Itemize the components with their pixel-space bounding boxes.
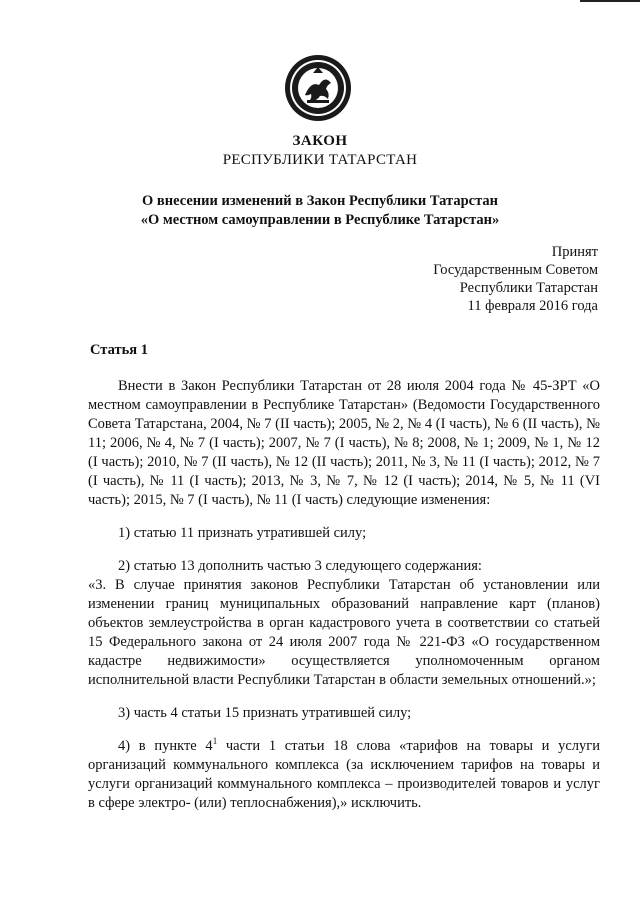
intro-paragraph: Внести в Закон Республики Татарстан от 28 июля 2004 года № 45-ЗРТ «О местном самоуправлении в Республике Татарстан» (Ведомости Государственного Совета Татарстана, 2004, № 7 (II часть); 2005, № 2, № 4 (I часть), № 6 (II часть), № 11; 2006, № 4, № 7 (I часть); 2007, № 7 (I часть), № 8; 2008, № 1; 2009, № 1, № 12 (I часть); 2010, № 7 (II часть), № 12 (II часть); 2011, № 3, № 11 (I часть); 2012, № 7 (I часть), № 11 (I часть); 2013, № 3, № 7, № 12 (I часть); 2014, № 5, № 11 (VI часть); 2015, № 7 (I часть), № 11 (I часть) следующие изменения: <box>88 378 600 508</box>
law-title: ЗАКОН <box>292 133 348 149</box>
item-2: 2) статью 13 дополнить частью 3 следующего содержания: <box>118 558 482 574</box>
law-heading-line1: О внесении изменений в Закон Республики Татарстан <box>142 193 498 209</box>
article-title: Статья 1 <box>90 342 148 358</box>
tatarstan-coat-of-arms-icon <box>283 53 353 123</box>
accepted-block <box>433 243 598 315</box>
item-2-quote: «3. В случае принятия законов Республики Татарстан об установлении или изменении границ муниципальных образований направление карт (планов) объектов землеустройства в орган кадастрового учета в соответствии со статьей 15 Федерального закона от 24 июля 2007 года № 221-ФЗ «О государственном кадастре недвижимости» осуществляется уполномоченным органом исполнительной власти Республики Татарстан в области земельных отношений.»; <box>88 577 600 688</box>
top-edge-line <box>580 0 640 2</box>
article-body <box>88 377 600 813</box>
accepted-line3: Республики Татарстан <box>459 280 598 296</box>
item-4 <box>88 737 600 813</box>
item-1: 1) статью 11 признать утратившей силу; <box>118 525 367 541</box>
accepted-line1: Принят <box>551 244 598 260</box>
item-4-sup: 1 <box>212 736 218 747</box>
item-4-post: части 1 статьи 18 слова «тарифов на товары и услуги организаций коммунального комплекса (за исключением тарифов на товары и услуги организаций коммунального комплекса – производителей товаров и услуг в сфере электро- (или) теплоснабжения),» исключить. <box>88 738 600 811</box>
law-heading-line2: «О местном самоуправлении в Республике Татарстан» <box>140 212 500 228</box>
law-subtitle: РЕСПУБЛИКИ ТАТАРСТАН <box>222 152 418 168</box>
item-3: 3) часть 4 статьи 15 признать утратившей силу; <box>118 705 412 721</box>
accepted-line2: Государственным Советом <box>433 262 598 278</box>
law-heading <box>0 192 640 230</box>
item-4-pre: 4) в пункте 4 <box>118 738 213 754</box>
accepted-date: 11 февраля 2016 года <box>467 298 598 314</box>
